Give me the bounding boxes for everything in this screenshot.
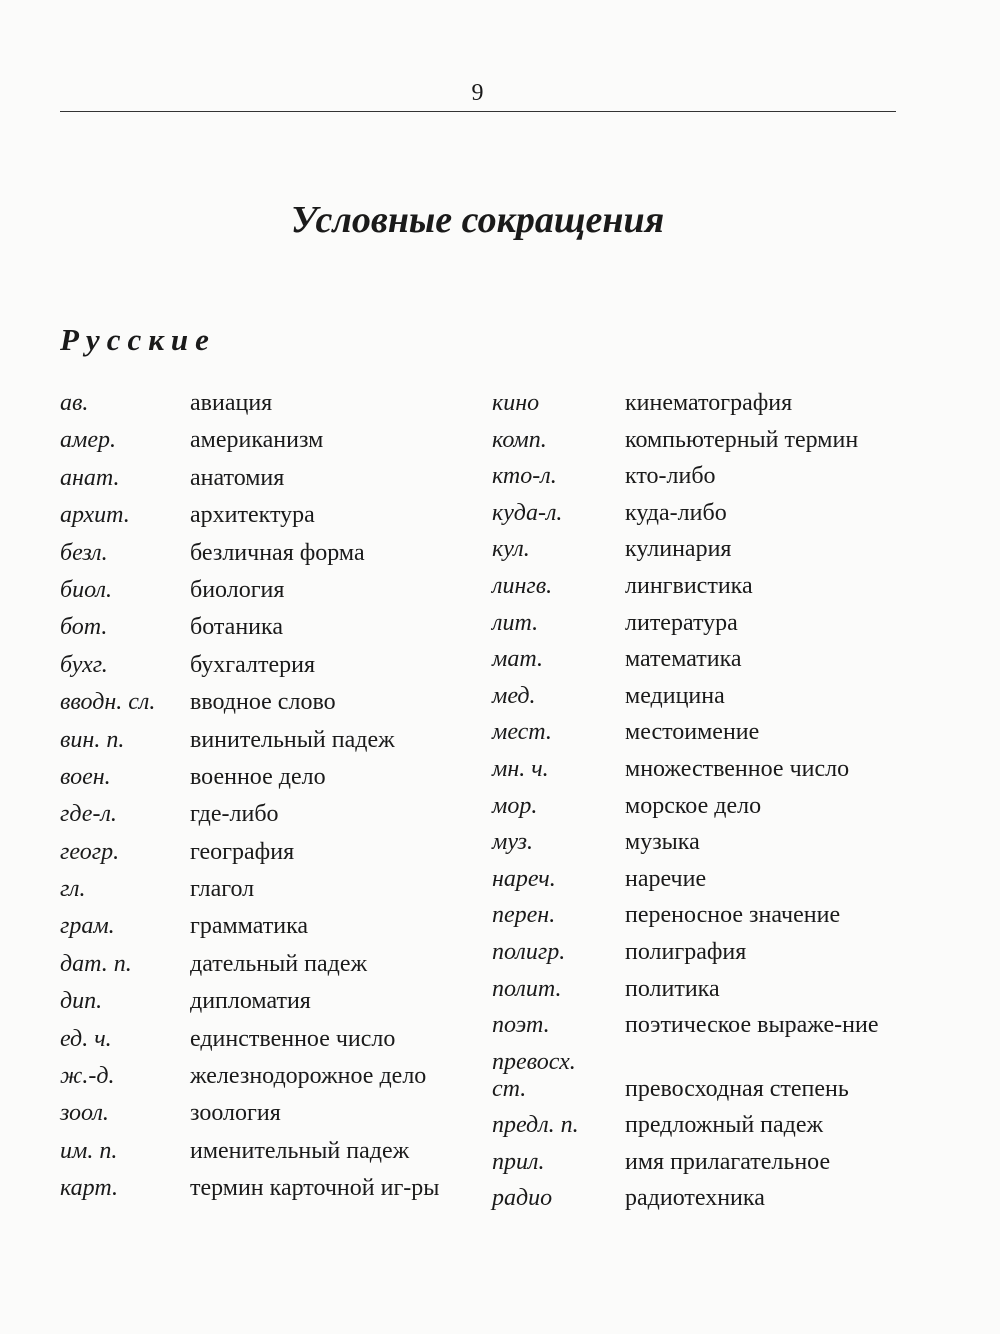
abbreviation-meaning: кто-либо (625, 463, 716, 490)
page-title: Условные сокращения (290, 199, 665, 241)
abbreviation-meaning: дательный падеж (190, 950, 368, 977)
abbreviation-meaning: куда-либо (625, 499, 727, 526)
abbreviation: предл. п. (492, 1112, 579, 1139)
abbreviation-entry (60, 1138, 460, 1165)
abbreviation-meaning: военное дело (190, 763, 326, 790)
abbreviation: ав. (60, 390, 89, 416)
abbreviation-meaning: превосходная степень (625, 1075, 849, 1102)
abbreviation-meaning: анатомия (190, 464, 285, 491)
abbreviation-entry (492, 756, 892, 783)
abbreviation-meaning: политика (625, 975, 720, 1002)
abbreviation-entry (492, 427, 892, 454)
abbreviation-meaning: компьютерный термин (625, 426, 859, 453)
abbreviation-meaning: наречие (625, 865, 707, 892)
abbreviation-meaning: где-либо (190, 801, 279, 828)
abbreviation-entry (60, 1063, 460, 1090)
abbreviation: поэт. (492, 1012, 550, 1039)
abbreviation-entry (492, 1149, 892, 1176)
abbreviation-entry (492, 793, 892, 820)
abbreviation: воен. (60, 763, 111, 790)
abbreviation-meaning: литература (625, 609, 738, 636)
abbreviation: дип. (60, 988, 103, 1015)
abbreviation: мест. (492, 719, 552, 746)
abbreviations-left-column (60, 390, 460, 1213)
abbreviation-meaning: зоология (190, 1100, 281, 1127)
abbreviation-entry (492, 902, 892, 929)
abbreviation-meaning: предложный падеж (625, 1112, 824, 1139)
abbreviation-entry (492, 536, 892, 563)
abbreviation: гл. (60, 876, 86, 903)
abbreviation-meaning: вводное слово (190, 689, 336, 716)
abbreviation: где-л. (60, 801, 117, 828)
abbreviation-entry (492, 1185, 892, 1212)
abbreviation-meaning: железнодорожное дело (190, 1063, 427, 1090)
abbreviation: кино (492, 390, 540, 416)
abbreviation-meaning: ботаника (190, 614, 283, 641)
abbreviation: мед. (492, 682, 536, 709)
abbreviation-entry (492, 1012, 892, 1039)
abbreviation: нареч. (492, 865, 556, 892)
abbreviation-entry (492, 683, 892, 710)
abbreviation-entry (492, 1049, 892, 1103)
abbreviation: карт. (60, 1175, 118, 1202)
abbreviation-meaning: полиграфия (625, 938, 747, 965)
abbreviation: ж.-д. (60, 1063, 115, 1090)
abbreviation-meaning: радиотехника (625, 1185, 765, 1212)
abbreviation-entry (60, 689, 460, 716)
abbreviation-entry (492, 976, 892, 1003)
abbreviation-entry (60, 1100, 460, 1127)
abbreviation: биол. (60, 576, 112, 603)
abbreviation: полигр. (492, 938, 566, 965)
abbreviation-entry (60, 390, 460, 417)
abbreviation-entry (60, 988, 460, 1015)
abbreviation-meaning: термин карточной иг-ры (190, 1175, 440, 1202)
abbreviation-entry (492, 939, 892, 966)
page-number: 9 (471, 80, 484, 106)
abbreviation-meaning: местоимение (625, 719, 760, 746)
abbreviations-right-column (492, 390, 892, 1222)
abbreviation: анат. (60, 464, 120, 491)
abbreviation-entry (60, 1175, 460, 1202)
abbreviation-meaning: американизм (190, 427, 324, 454)
abbreviation: лит. (492, 609, 539, 636)
abbreviation-meaning: медицина (625, 682, 725, 709)
abbreviation-meaning: бухгалтерия (190, 651, 316, 678)
abbreviation-meaning: морское дело (625, 792, 762, 819)
abbreviation-entry (492, 646, 892, 673)
abbreviation: кул. (492, 536, 530, 563)
abbreviation-entry (492, 390, 892, 417)
abbreviation: геогр. (60, 838, 120, 865)
abbreviation-meaning: множественное число (625, 755, 850, 782)
abbreviation-entry (60, 1026, 460, 1053)
abbreviation: радио (492, 1185, 553, 1212)
abbreviation: бухг. (60, 651, 108, 678)
abbreviation-meaning: единственное число (190, 1025, 396, 1052)
abbreviation-meaning: архитектура (190, 502, 315, 529)
abbreviation-meaning: поэтическое выраже-ние (625, 1012, 879, 1039)
abbreviation-meaning: биология (190, 576, 285, 603)
abbreviation: лингв. (492, 572, 553, 599)
header-rule (60, 111, 896, 112)
abbreviation-entry (60, 839, 460, 866)
abbreviation: муз. (492, 829, 534, 856)
abbreviation-meaning: грамматика (190, 913, 309, 940)
abbreviation-entry (60, 427, 460, 454)
abbreviation: мн. ч. (492, 755, 549, 782)
abbreviation-meaning: кулинария (625, 536, 732, 563)
abbreviation: превосх. ст. (492, 1048, 576, 1102)
abbreviation-entry (492, 463, 892, 490)
abbreviation-entry (492, 500, 892, 527)
abbreviation-entry (60, 727, 460, 754)
abbreviation-entry (60, 764, 460, 791)
abbreviation-entry (60, 652, 460, 679)
abbreviation-entry (60, 913, 460, 940)
abbreviation-meaning: дипломатия (190, 988, 311, 1015)
abbreviation-meaning: авиация (190, 390, 273, 416)
abbreviation-entry (60, 876, 460, 903)
abbreviation: прил. (492, 1148, 545, 1175)
abbreviation-meaning: имя прилагательное (625, 1148, 831, 1175)
abbreviation-entry (492, 829, 892, 856)
abbreviation-meaning: безличная форма (190, 539, 365, 566)
abbreviation: архит. (60, 502, 130, 529)
abbreviation-entry (492, 573, 892, 600)
abbreviation: зоол. (60, 1100, 109, 1127)
abbreviation-entry (60, 951, 460, 978)
abbreviation: дат. п. (60, 950, 132, 977)
abbreviation: безл. (60, 539, 108, 566)
abbreviation: грам. (60, 913, 115, 940)
abbreviation: вин. п. (60, 726, 125, 753)
abbreviation-entry (492, 610, 892, 637)
abbreviation: мат. (492, 646, 543, 673)
abbreviation-entry (492, 866, 892, 893)
abbreviation: куда-л. (492, 499, 563, 526)
abbreviation-entry (60, 614, 460, 641)
abbreviation-meaning: винительный падеж (190, 726, 395, 753)
abbreviation-meaning: математика (625, 646, 742, 673)
abbreviation-meaning: именительный падеж (190, 1137, 410, 1164)
abbreviation-entry (60, 801, 460, 828)
abbreviation-entry (492, 1112, 892, 1139)
abbreviation-entry (492, 719, 892, 746)
abbreviation-entry (60, 577, 460, 604)
abbreviation-meaning: лингвистика (625, 572, 753, 599)
abbreviation-meaning: переносное значение (625, 902, 841, 929)
abbreviation-entry (60, 502, 460, 529)
abbreviation: ед. ч. (60, 1025, 112, 1052)
abbreviation-entry (60, 540, 460, 567)
abbreviation-entry (60, 465, 460, 492)
abbreviation: амер. (60, 427, 116, 454)
abbreviation: бот. (60, 614, 108, 641)
abbreviation-meaning: география (190, 838, 295, 865)
section-heading: Русские (60, 322, 216, 357)
abbreviation: кто-л. (492, 463, 557, 490)
abbreviation: перен. (492, 902, 556, 929)
abbreviation-meaning: музыка (625, 829, 700, 856)
abbreviation-meaning: глагол (190, 876, 255, 903)
abbreviation-meaning: кинематография (625, 390, 793, 416)
abbreviation: им. п. (60, 1137, 118, 1164)
abbreviation: мор. (492, 792, 538, 819)
abbreviation: комп. (492, 426, 547, 453)
abbreviation: вводн. сл. (60, 689, 156, 716)
abbreviation: полит. (492, 975, 562, 1002)
